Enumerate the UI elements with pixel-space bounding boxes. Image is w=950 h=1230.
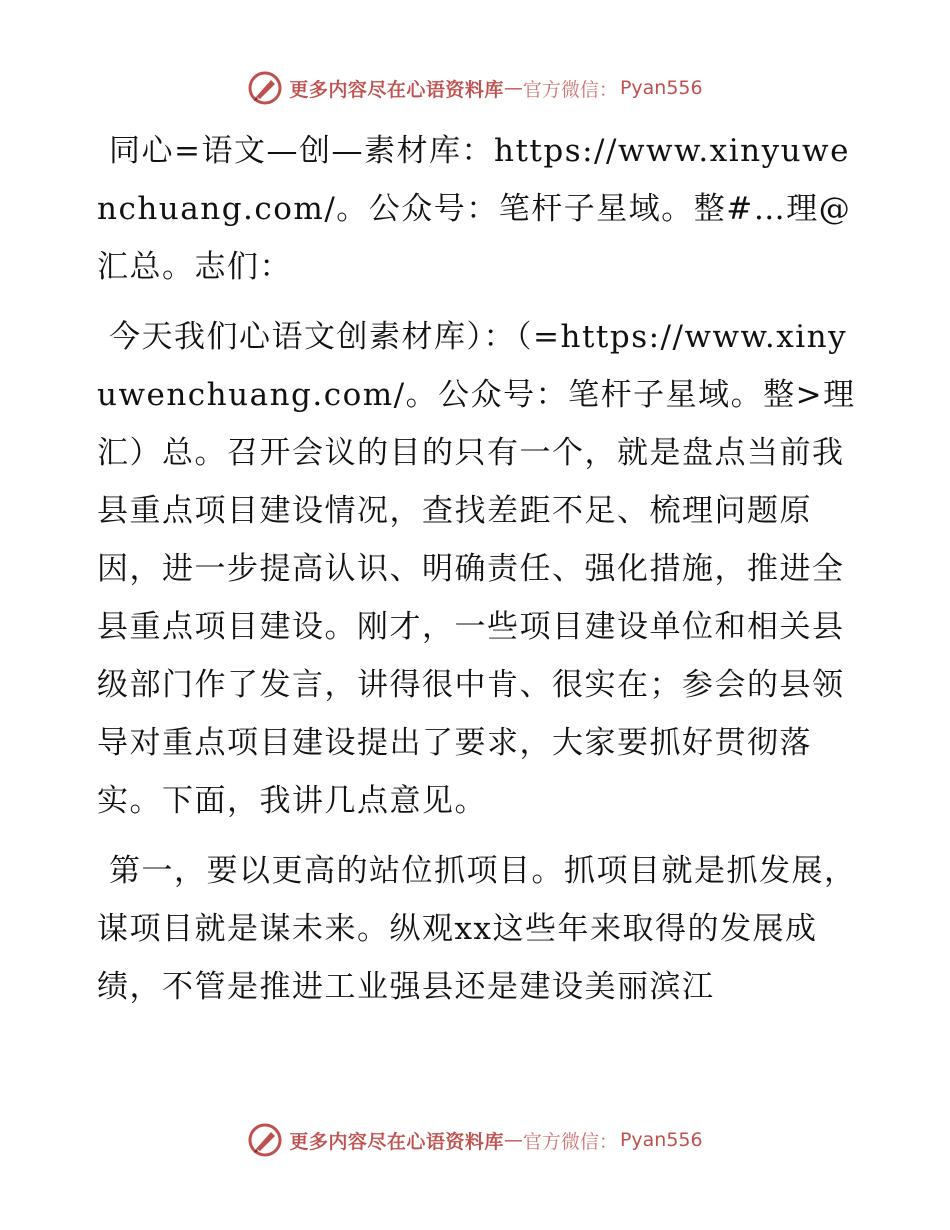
paragraph-3 bbox=[97, 842, 857, 1016]
watermark-main-text: 更多内容尽在心语资料库 bbox=[289, 1130, 504, 1153]
paragraph-2 bbox=[97, 308, 857, 830]
watermark-handle: Pyan556 bbox=[619, 77, 703, 99]
pen-logo-icon bbox=[247, 1122, 283, 1158]
watermark-sub-text: 官方微信： bbox=[522, 1130, 618, 1153]
watermark-dash: — bbox=[503, 77, 523, 99]
paragraph-1-text: 同心=语文—创—素材库：https://www.xinyuwenchuang.com/。公众号：笔杆子星域。整#…理@汇总。志们： bbox=[97, 133, 852, 285]
document-body bbox=[97, 122, 857, 1028]
watermark-handle: Pyan556 bbox=[619, 1129, 703, 1151]
watermark-dash: — bbox=[503, 1129, 523, 1151]
paragraph-3-text: 第一，要以更高的站位抓项目。抓项目就是抓发展，谋项目就是谋未来。纵观xx这些年来取得的发展成绩，不管是推进工业强县还是建设美丽滨江 bbox=[97, 853, 857, 1005]
footer-watermark bbox=[0, 1120, 950, 1160]
paragraph-1 bbox=[97, 122, 857, 296]
watermark-main-text: 更多内容尽在心语资料库 bbox=[289, 78, 504, 101]
pen-logo-icon bbox=[247, 70, 283, 106]
watermark-sub-text: 官方微信： bbox=[522, 78, 618, 101]
paragraph-2-text: 今天我们心语文创素材库）：（=https://www.xinyuwenchuang.com/。公众号：笔杆子星域。整>理汇）总。召开会议的目的只有一个，就是盘点当前我县重点项目建设情况，查找差距不足、梳理问题原因，进一步提高认识、明确责任、强化措施，推进全县重点项目建设。刚才，一些项目建设单位和相关县级部门作了发言，讲得很中肯、很实在；参会的县领导对重点项目建设提出了要求，大家要抓好贯彻落实。下面，我讲几点意见。 bbox=[97, 319, 856, 819]
header-watermark bbox=[0, 68, 950, 108]
